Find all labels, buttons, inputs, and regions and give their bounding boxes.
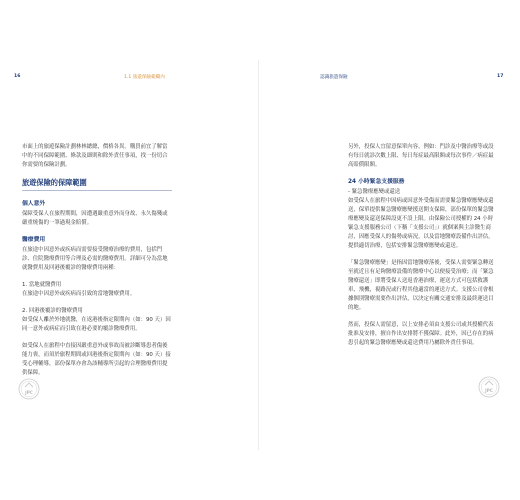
jpc-seal-icon	[18, 378, 40, 400]
right-closing: 然而，投保人需留意，以上安排必須由支援公司或其授權代表批准及安排，擅自作出安排將不獲保障。此外，因已存在的病患引起的緊急醫療應變或還送費用乃屬除外責任事項。	[348, 322, 494, 346]
item-1-body: 在旅途中因意外或疾病而引致的當地醫療費用。	[22, 290, 136, 297]
item-2-title: 2. 回港後覆診的醫療費用	[22, 307, 83, 314]
evacuation-body: 「緊急醫療應變」是指因當地醫療落後，受保人需要緊急轉送至就近且有足夠醫療設備的醫療中心以便接受治療；而「緊急醫療還送」即將受保人送返香港治療，運送方式可包括救護車、飛機，視路況或行程其他適當的運送方式。支援公司會根據個別醫療需要作出評估，以決定有關交通安排及最終運送目的地。	[348, 260, 494, 311]
medical-body: 在旅途中因意外或疾病而需要接受醫療治療的費用，包括門診、住院醫療費用等合理及必需的醫療費用。詳細可分為當地就醫費用及回港後覆診的醫療費用兩種：	[22, 246, 168, 271]
jpc-seal-icon	[478, 376, 500, 398]
right-running-head: 認識旅遊保險	[320, 75, 348, 80]
assistance-title: 24 小時緊急支援服務	[348, 179, 405, 185]
left-closing: 如受保人在旅程中直接因嚴重意外或事故而被診斷導患者傷後能力喪，而須於旅程期間或回港後指定限期內（如：90 天）接受心理輔導，部份保單亦會為該輔導所引起的合理醫療費用提供保障。	[22, 342, 171, 376]
personal-accident-body: 保障受保人在旅程期間，因遭遇嚴重意外而身故、永久傷殘或嚴重燒傷的一筆過現金賠償。	[22, 210, 168, 226]
heading-rule	[22, 190, 172, 191]
gutter	[258, 60, 259, 450]
medical-title: 醫療費用	[22, 236, 46, 243]
right-intro: 另外，投保人宜留意保單內容，例如：門診及中醫治療等或設有每日就診次數上限、每日每症最高限額或每次事件／病症最高賠償限額。	[348, 144, 494, 168]
assistance-subtitle: - 緊急醫療應變或還送	[348, 189, 401, 195]
right-page	[260, 0, 520, 500]
seal-text: JPC	[485, 388, 493, 393]
personal-accident-title: 個人意外	[22, 200, 46, 207]
left-body	[22, 143, 172, 386]
item-1-title: 1. 當地就醫費用	[22, 281, 62, 288]
seal-text: JPC	[25, 390, 33, 395]
right-page-number: 17	[497, 74, 504, 79]
left-section-header: 1.1 旅遊保險範疇內	[124, 75, 165, 80]
assistance-body: 如受保人在旅程中因病或因意外受傷而需要緊急醫療應變或還送，保單提供緊急醫療應變援送開支保障，部份保單的緊急醫療應變及還送保障設更不設上限。由保險公司授權的 24 小時緊急支援服務公司（下稱「支援公司」）就個案與主診醫生商討，因應受保人的傷勢或病況，以及當地醫療設備作出評估，提供適切治療，包括安排緊急醫療應變或還送。	[348, 198, 494, 249]
left-intro: 市面上的旅遊保險計劃林林總總，價格各異。購買前宜了解當中的不同保障範圍、條款及細則和除外責任事項，找一份切合你需要的保險計劃。	[22, 144, 168, 168]
right-body	[348, 143, 498, 356]
left-page-number: 16	[14, 74, 21, 79]
coverage-heading: 旅遊保險的保障範圍	[22, 178, 87, 187]
item-2-body: 如受保人離於外地就醫，在返港後指定限期內（如：90 天）因同一意外或病症而引致在港必要的覆診醫療費用。	[22, 316, 171, 332]
